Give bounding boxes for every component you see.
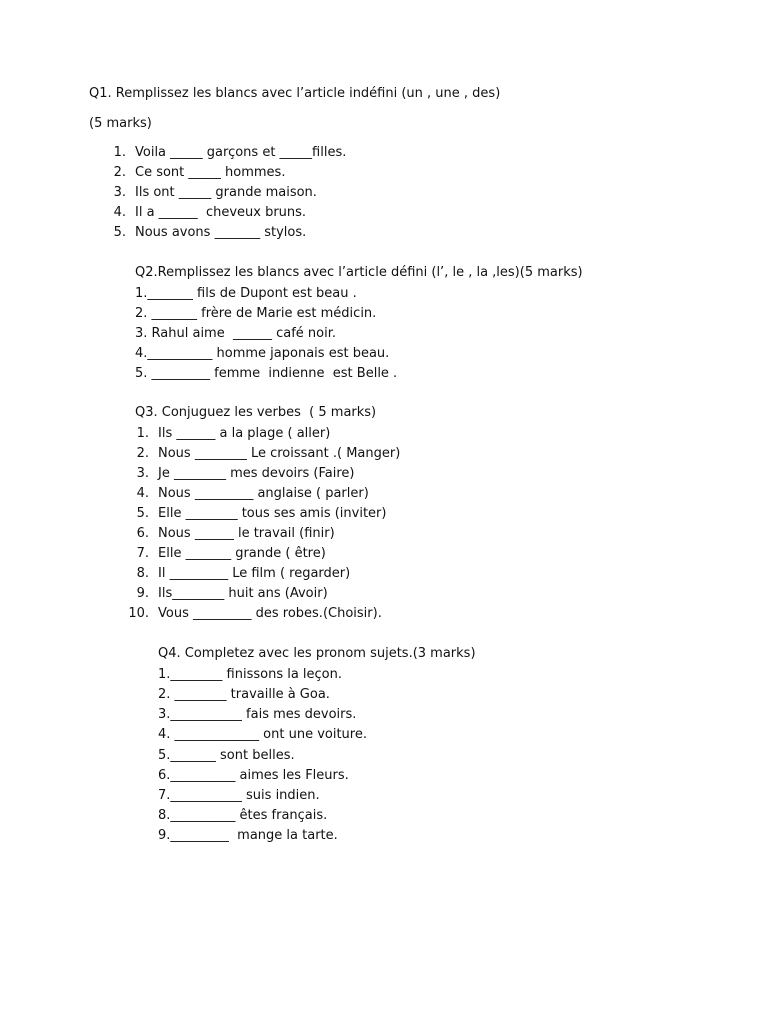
q3-title: Q3. Conjuguez les verbes ( 5 marks) [135,405,377,420]
q3-item-text: Elle ________ tous ses amis (inviter) [158,506,387,521]
q3-item-number: 6. [136,526,149,541]
q4-title: Q4. Completez avec les pronom sujets.(3 marks) [158,646,476,661]
q1-item-number: 3. [113,185,126,200]
q3-item-number: 1. [136,426,149,441]
q3-item-text: Nous ________ Le croissant .( Manger) [158,446,401,461]
q4-item: 7.___________ suis indien. [158,788,320,803]
q4-item: 1.________ finissons la leçon. [158,667,343,682]
q4-item: 8.__________ êtes français. [158,808,328,823]
q4-item: 2. ________ travaille à Goa. [158,687,330,702]
q4-item: 5._______ sont belles. [158,748,295,763]
q1-item-text: Nous avons _______ stylos. [135,225,307,240]
q2-item: 5. _________ femme indienne est Belle . [135,366,398,381]
q3-item-number: 9. [136,586,149,601]
q4-item: 3.___________ fais mes devoirs. [158,707,357,722]
q1-item-number: 1. [113,145,126,160]
q1-item-text: Ils ont _____ grande maison. [135,185,317,200]
q3-item-number: 5. [136,506,149,521]
q4-item: 9._________ mange la tarte. [158,828,338,843]
q3-item-number: 8. [136,566,149,581]
q2-item: 3. Rahul aime ______ café noir. [135,326,337,341]
q3-item-number: 2. [136,446,149,461]
q1-item-number: 2. [113,165,126,180]
q3-item-text: Il _________ Le film ( regarder) [158,566,351,581]
q3-item-text: Nous _________ anglaise ( parler) [158,486,369,501]
q1-item-text: Il a ______ cheveux bruns. [135,205,307,220]
q1-title: Q1. Remplissez les blancs avec l’article indéfini (un , une , des) [89,86,501,101]
q1-item-text: Voila _____ garçons et _____filles. [135,145,347,160]
q2-title: Q2.Remplissez les blancs avec l’article défini (l’, le , la ,les)(5 marks) [135,265,583,280]
q1-item-text: Ce sont _____ hommes. [135,165,286,180]
q1-marks: (5 marks) [89,116,152,131]
q1-item-number: 4. [113,205,126,220]
q4-item: 6.__________ aimes les Fleurs. [158,768,349,783]
q4-item: 4. _____________ ont une voiture. [158,727,367,742]
q3-item-text: Vous _________ des robes.(Choisir). [158,606,382,621]
q3-item-text: Je ________ mes devoirs (Faire) [158,466,355,481]
q2-item: 2. _______ frère de Marie est médicin. [135,306,377,321]
q3-item-text: Elle _______ grande ( être) [158,546,326,561]
q2-item: 4.__________ homme japonais est beau. [135,346,390,361]
q3-item-text: Ils ______ a la plage ( aller) [158,426,331,441]
q3-item-number: 7. [136,546,149,561]
q3-item-number: 3. [136,466,149,481]
q3-item-text: Ils________ huit ans (Avoir) [158,586,328,601]
q3-item-number: 10. [128,606,149,621]
q1-item-number: 5. [113,225,126,240]
q3-item-number: 4. [136,486,149,501]
q2-item: 1._______ fils de Dupont est beau . [135,286,357,301]
q3-item-text: Nous ______ le travail (finir) [158,526,335,541]
